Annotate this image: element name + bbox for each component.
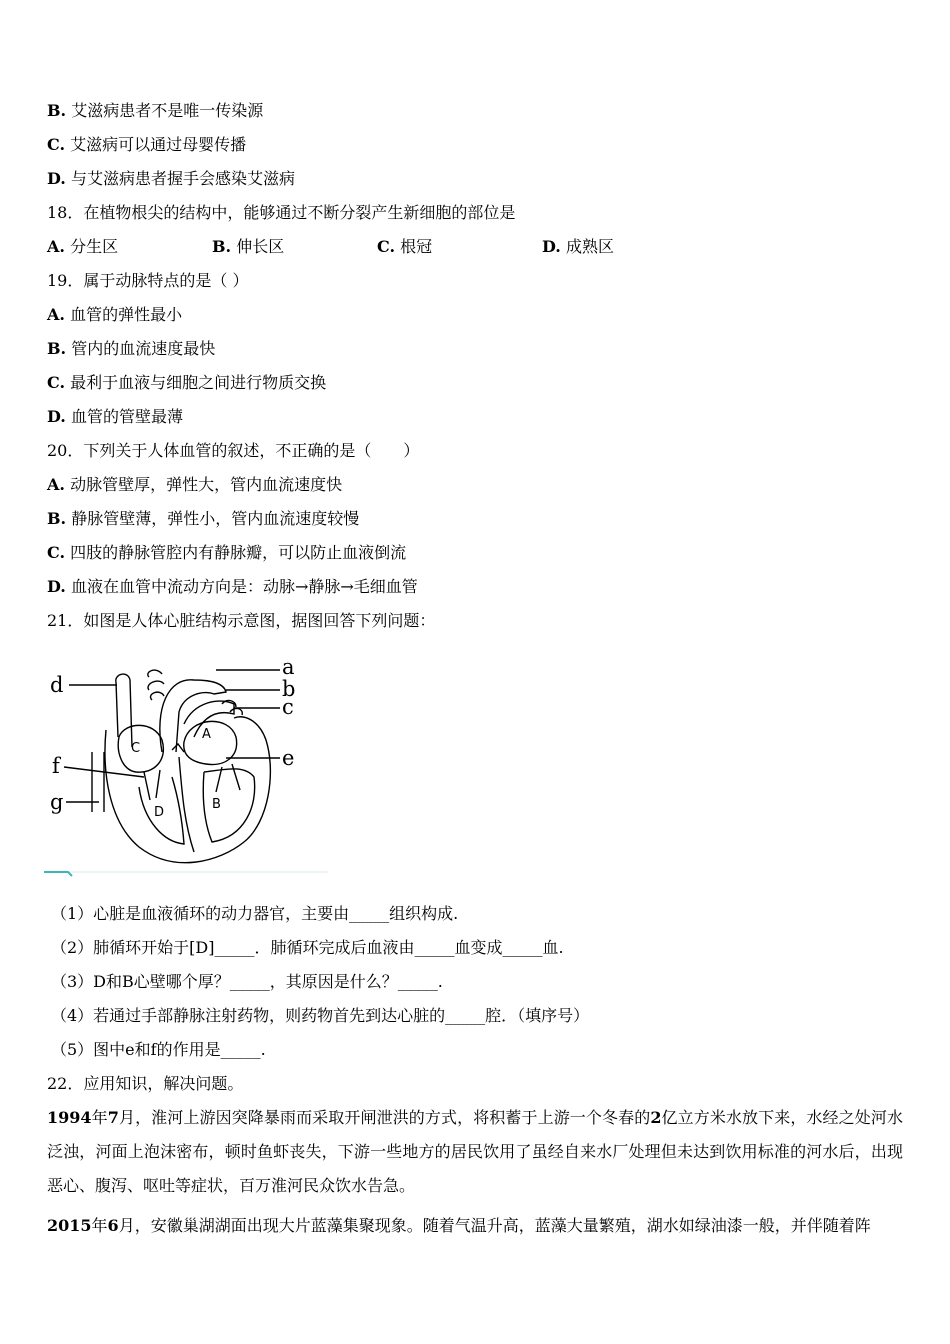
q22-stem: 22．应用知识，解决问题。 (47, 1074, 244, 1093)
q18-option-b: B. 伸长区 (212, 237, 285, 256)
q19-option-c: C. 最利于血液与细胞之间进行物质交换 (47, 373, 327, 392)
valve-e (216, 764, 240, 792)
label-c: c (282, 695, 294, 719)
q20-option-b: B. 静脉管壁薄，弹性小，管内血流速度较慢 (47, 509, 360, 528)
q18-stem: 18．在植物根尖的结构中，能够通过不断分裂产生新细胞的部位是 (47, 203, 516, 222)
teal-corner-mark (44, 872, 72, 876)
q18-option-c: C. 根冠 (377, 237, 433, 256)
label-d: d (50, 673, 64, 697)
q19-stem: 19．属于动脉特点的是（ ） (47, 271, 249, 290)
q21-sub4: （4）若通过手部静脉注射药物，则药物首先到达心脏的_____腔．（填序号） (51, 1006, 590, 1025)
inferior-vena-cava (92, 752, 104, 812)
q22-paragraph-1: 1994年7月，淮河上游因突降暴雨而采取开闸泄洪的方式，将积蓄于上游一个冬春的2亿立方米水放下来，水经之处河水泛浊，河面上泡沫密布，顿时鱼虾丧失，下游一些地方的居民饮用了虽经自来水厂处理但未达到饮用标准的河水后，出现恶心、腹泻、呕吐等症状，百万淮河民众饮水告急。 (47, 1108, 903, 1195)
septum (179, 757, 194, 852)
label-D: D (154, 805, 165, 820)
q21-sub1: （1）心脏是血液循环的动力器官，主要由_____组织构成. (51, 904, 459, 923)
label-B: B (212, 797, 221, 812)
q21-sub2: （2）肺循环开始于[D]_____．肺循环完成后血液由_____血变成_____血. (51, 938, 564, 957)
q19-option-a: A. 血管的弹性最小 (47, 305, 183, 324)
right-atrium-outline (118, 725, 163, 772)
q21-sub5: （5）图中e和f的作用是_____. (51, 1040, 266, 1059)
label-g: g (50, 790, 64, 814)
q18-option-d: D. 成熟区 (542, 237, 614, 256)
q18-option-a: A. 分生区 (47, 237, 119, 256)
q20-option-c: C. 四肢的静脉管腔内有静脉瓣，可以防止血液倒流 (47, 543, 407, 562)
q17-option-c: C. 艾滋病可以通过母婴传播 (47, 135, 247, 154)
aortic-arch (160, 680, 226, 752)
q18-options (47, 237, 847, 257)
q21-stem: 21．如图是人体心脏结构示意图，据图回答下列问题： (47, 611, 436, 630)
label-f: f (52, 754, 60, 778)
q17-option-d: D. 与艾滋病患者握手会感染艾滋病 (47, 169, 295, 188)
q17-option-b: B. 艾滋病患者不是唯一传染源 (47, 101, 264, 120)
left-ventricle-outline (203, 769, 254, 842)
q20-stem: 20．下列关于人体血管的叙述，不正确的是（ ） (47, 441, 420, 460)
q19-option-d: D. 血管的管壁最薄 (47, 407, 183, 426)
branch-vessels (148, 670, 164, 700)
label-A: A (202, 727, 211, 742)
heart-outline (105, 717, 270, 863)
q22-paragraph-2: 2015年6月，安徽巢湖湖面出现大片蓝藻集聚现象。随着气温升高，蓝藻大量繁殖，湖水如绿油漆一般，并伴随着阵 (47, 1216, 871, 1235)
q19-option-b: B. 管内的血流速度最快 (47, 339, 216, 358)
label-a: a (282, 655, 295, 679)
label-b: b (282, 677, 296, 701)
valve-f (144, 770, 160, 800)
heart-diagram (44, 652, 328, 877)
label-C: C (131, 741, 141, 756)
q20-option-a: A. 动脉管壁厚，弹性大，管内血流速度快 (47, 475, 343, 494)
q20-option-d: D. 血液在血管中流动方向是：动脉→静脉→毛细血管 (47, 577, 418, 596)
q21-sub3: （3）D和B心壁哪个厚？_____，其原因是什么？_____. (51, 972, 443, 991)
label-e: e (282, 746, 295, 770)
